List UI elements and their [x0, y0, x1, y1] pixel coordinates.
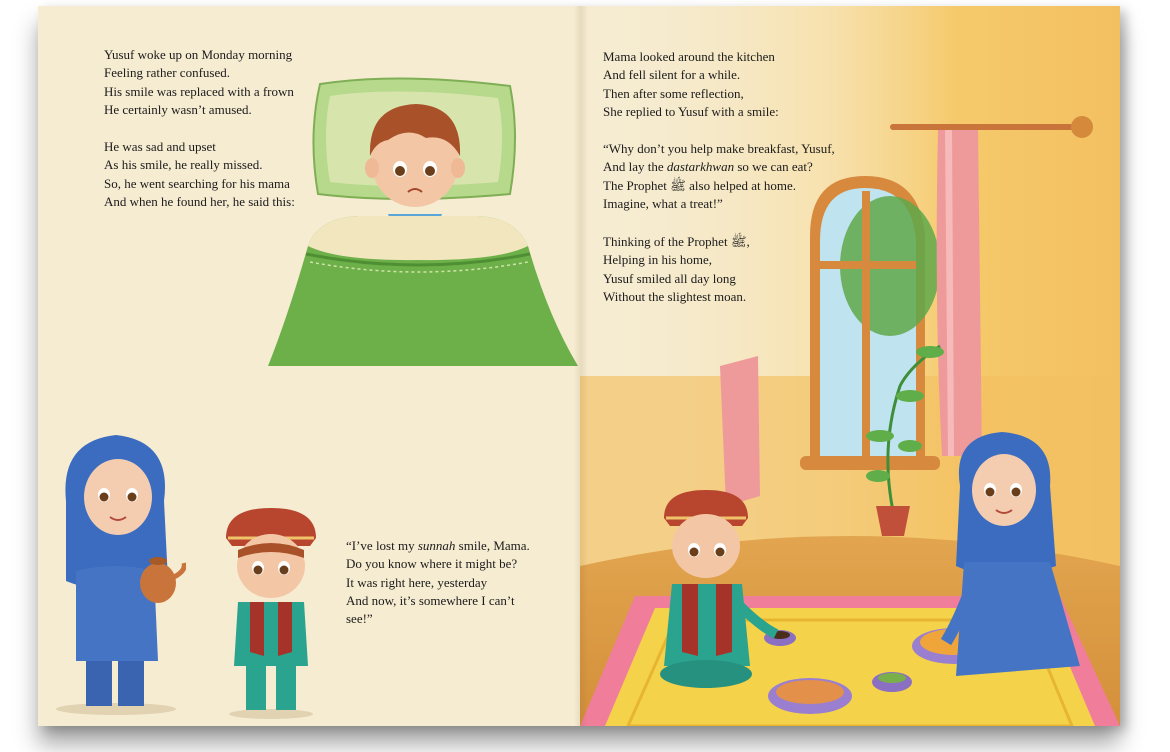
text-line: He certainly wasn’t amused.	[104, 101, 252, 117]
text-line: And when he found her, he said this:	[104, 193, 295, 209]
right-page	[580, 6, 1120, 726]
right-verse-2	[603, 140, 835, 213]
italic-word: dastarkhwan	[666, 159, 735, 175]
text-line: She replied to Yusuf with a smile:	[603, 103, 779, 119]
text-line: Mama looked around the kitchen	[603, 49, 775, 64]
text-line: Thinking of the Prophet ﷺ,	[603, 234, 750, 249]
text-line: Yusuf woke up on Monday morning	[104, 47, 293, 62]
text-line: His smile was replaced with a frown	[104, 83, 294, 99]
text-line: Then after some reflection,	[603, 85, 744, 101]
text-line: “Why don’t you help make breakfast, Yusuf,	[603, 141, 835, 156]
boy-in-bed-illustration	[248, 76, 583, 376]
text-line: Feeling rather confused.	[104, 65, 230, 81]
text-fragment: so we can eat?	[734, 159, 813, 175]
boy-standing-illustration	[216, 506, 326, 721]
text-line: It was right here, yesterday	[346, 574, 488, 590]
right-verse-3	[603, 233, 750, 306]
text-line: As his smile, he really missed.	[104, 157, 263, 173]
dialogue-text	[346, 537, 530, 628]
text-line: He was sad and upset	[104, 139, 216, 154]
text-line: Do you know where it might be?	[346, 556, 518, 572]
text-line: The Prophet ﷺ also helped at home.	[603, 177, 796, 193]
mother-with-teapot-illustration	[46, 431, 186, 716]
book-gutter	[574, 6, 588, 726]
text-line: So, he went searching for his mama	[104, 175, 290, 191]
text-line: Without the slightest moan.	[603, 288, 747, 304]
italic-word: sunnah	[417, 538, 456, 553]
text-fragment: smile, Mama.	[455, 538, 530, 553]
text-line: And now, it’s somewhere I can’t	[346, 592, 515, 608]
text-line	[346, 537, 530, 555]
text-line	[603, 158, 835, 176]
text-line: And fell silent for a while.	[603, 67, 741, 83]
text-line: Imagine, what a treat!”	[603, 195, 723, 211]
right-verse-1	[603, 48, 779, 121]
text-line: Helping in his home,	[603, 252, 713, 268]
text-fragment: “I’ve lost my	[346, 538, 418, 553]
text-line: see!”	[346, 611, 373, 627]
text-fragment: And lay the	[603, 159, 667, 175]
book-spread	[38, 6, 1120, 726]
left-page	[38, 6, 580, 726]
text-line: Yusuf smiled all day long	[603, 270, 736, 286]
